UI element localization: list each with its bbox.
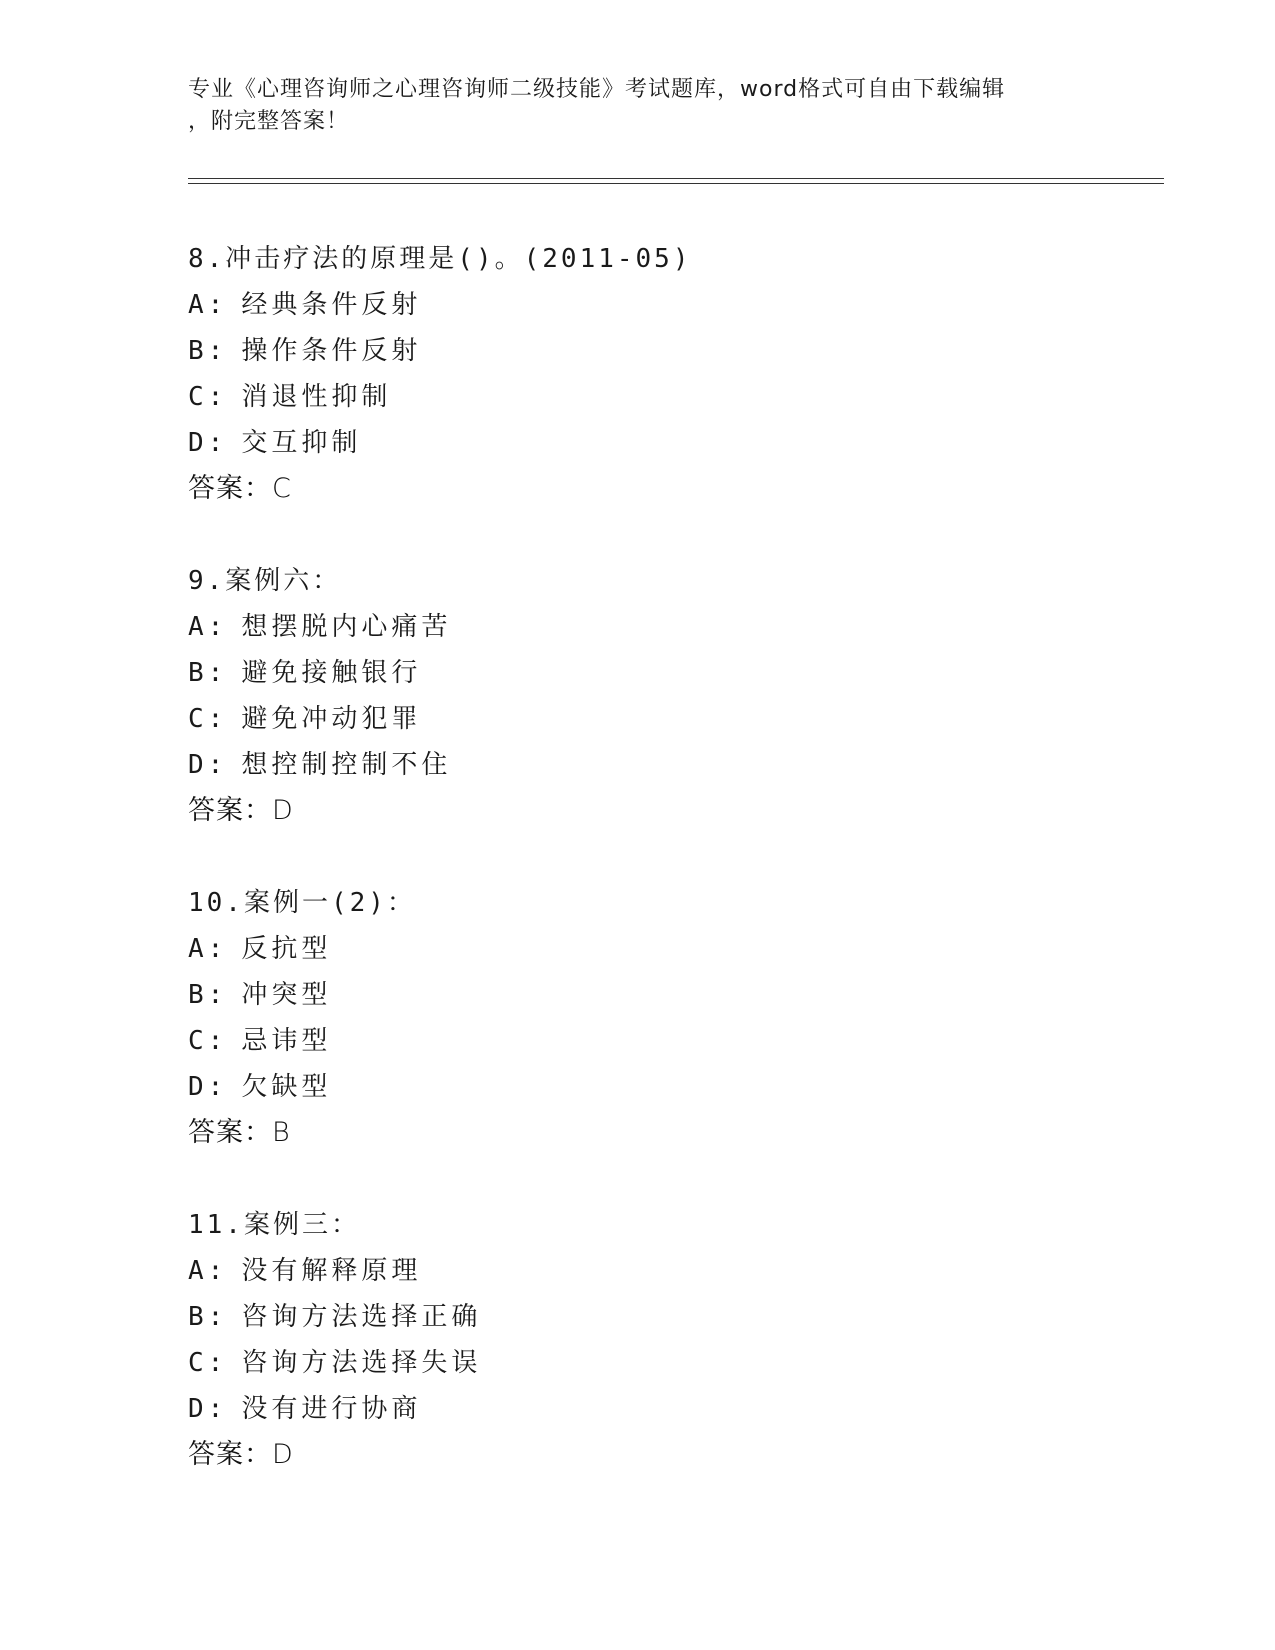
option-text: 经典条件反射 <box>241 290 422 320</box>
question-title: 8.冲击疗法的原理是()。(2011-05) <box>188 244 692 274</box>
option-c <box>188 1340 1088 1386</box>
option-key: A: <box>188 290 228 320</box>
header-divider-bottom <box>188 183 1164 184</box>
header-line-1: 专业《心理咨询师之心理咨询师二级技能》考试题库，word格式可自由下载编辑 <box>188 77 1006 102</box>
option-text: 想摆脱内心痛苦 <box>241 612 452 642</box>
option-text: 忌讳型 <box>241 1026 332 1056</box>
option-key: B: <box>188 336 228 366</box>
question-title: 10.案例一(2)： <box>188 888 416 918</box>
option-b <box>188 650 1088 696</box>
option-key: C: <box>188 382 228 412</box>
option-text: 冲突型 <box>241 980 332 1010</box>
option-text: 消退性抑制 <box>241 382 392 412</box>
option-text: 避免冲动犯罪 <box>241 704 422 734</box>
option-d <box>188 420 1088 466</box>
answer-line: 答案：D <box>188 1439 294 1470</box>
question-item <box>188 880 1088 1156</box>
option-text: 咨询方法选择失误 <box>241 1348 482 1378</box>
option-b <box>188 328 1088 374</box>
option-key: B: <box>188 658 228 688</box>
option-key: D: <box>188 428 228 458</box>
option-key: A: <box>188 1256 228 1286</box>
header-line-2: ，附完整答案！ <box>188 109 350 134</box>
question-item <box>188 1202 1088 1478</box>
document-header <box>188 74 1088 138</box>
option-d <box>188 1064 1088 1110</box>
option-text: 交互抑制 <box>241 428 362 458</box>
option-a <box>188 282 1088 328</box>
option-text: 想控制控制不住 <box>241 750 452 780</box>
option-c <box>188 696 1088 742</box>
option-key: A: <box>188 934 228 964</box>
option-text: 操作条件反射 <box>241 336 422 366</box>
option-a <box>188 926 1088 972</box>
question-item <box>188 558 1088 834</box>
option-key: D: <box>188 1072 228 1102</box>
option-a <box>188 1248 1088 1294</box>
option-key: B: <box>188 980 228 1010</box>
option-text: 没有解释原理 <box>241 1256 422 1286</box>
option-c <box>188 374 1088 420</box>
answer-line: 答案：C <box>188 473 292 504</box>
option-c <box>188 1018 1088 1064</box>
option-b <box>188 1294 1088 1340</box>
option-key: C: <box>188 704 228 734</box>
option-a <box>188 604 1088 650</box>
option-text: 没有进行协商 <box>241 1394 422 1424</box>
option-d <box>188 742 1088 788</box>
option-key: C: <box>188 1348 228 1378</box>
option-key: A: <box>188 612 228 642</box>
option-key: D: <box>188 750 228 780</box>
option-d <box>188 1386 1088 1432</box>
question-item <box>188 236 1088 512</box>
answer-line: 答案：D <box>188 795 294 826</box>
option-key: D: <box>188 1394 228 1424</box>
option-b <box>188 972 1088 1018</box>
option-text: 反抗型 <box>241 934 332 964</box>
header-divider-top <box>188 178 1164 179</box>
option-text: 欠缺型 <box>241 1072 332 1102</box>
option-key: B: <box>188 1302 228 1332</box>
option-text: 避免接触银行 <box>241 658 422 688</box>
answer-line: 答案：B <box>188 1117 291 1148</box>
option-text: 咨询方法选择正确 <box>241 1302 482 1332</box>
question-title: 11.案例三： <box>188 1210 360 1240</box>
option-key: C: <box>188 1026 228 1056</box>
question-list <box>188 236 1088 1524</box>
question-title: 9.案例六： <box>188 566 342 596</box>
